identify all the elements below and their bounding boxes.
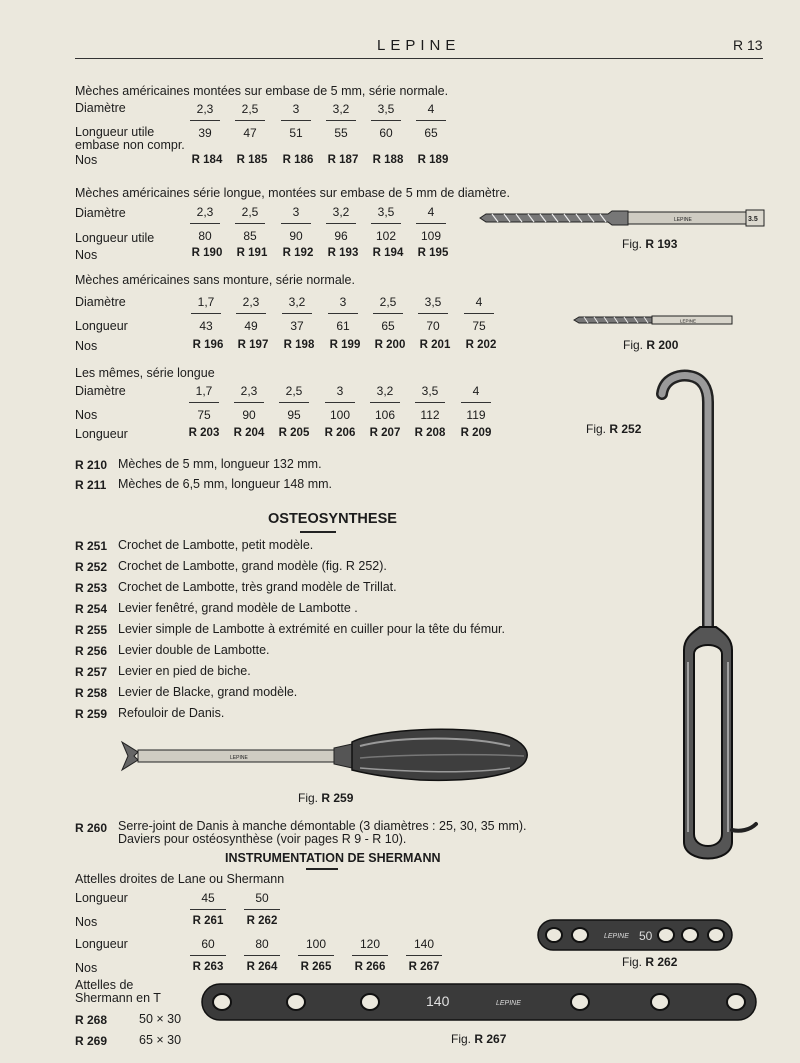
block3-length-label: Longueur <box>75 319 128 333</box>
osteo-item-ref: R 256 <box>75 644 108 658</box>
b2-len-cell: 109 <box>420 229 442 243</box>
block4-nos-label: Nos <box>75 408 98 422</box>
b1-dia-cell: 2,3 <box>196 102 214 116</box>
b3-underline <box>328 313 358 314</box>
b3-len-cell: 75 <box>472 319 486 333</box>
b1-ref-cell: R 187 <box>327 154 359 166</box>
fig-prefix: Fig. <box>622 955 643 969</box>
r259-brand-mark: LEPINE <box>230 755 248 761</box>
block1-diameter-label: Diamètre <box>75 101 126 115</box>
s1-len-cell: 50 <box>255 891 269 905</box>
t-splint-title-1: Attelles de <box>75 978 134 992</box>
drill-r200-brand-mark: LEPINE <box>680 318 697 324</box>
b1-dia-cell: 3,5 <box>377 102 395 116</box>
b4-dia-cell: 3 <box>336 384 344 398</box>
b4-nos-cell: 95 <box>287 408 301 422</box>
b2-underline <box>326 223 356 224</box>
b4-underline <box>461 402 491 403</box>
b4-dia-cell: 3,5 <box>421 384 439 398</box>
sherman-subtitle: Attelles droites de Lane ou Shermann <box>75 872 285 886</box>
b1-len-cell: 47 <box>243 126 257 140</box>
s2-len-cell: 60 <box>201 937 215 951</box>
b3-ref-cell: R 202 <box>465 339 497 351</box>
b4-ref-cell: R 207 <box>369 427 401 439</box>
b2-dia-cell: 3,2 <box>332 205 350 219</box>
s2-ref-cell: R 263 <box>192 961 224 973</box>
b4-underline <box>279 402 309 403</box>
plate-r267-size-mark: 140 <box>426 993 450 1009</box>
sherman-length-label: Longueur <box>75 891 128 905</box>
b2-underline <box>235 223 265 224</box>
fig-r262-caption <box>622 955 677 969</box>
drill-r200-illustration <box>572 313 737 327</box>
b2-dia-cell: 3,5 <box>377 205 395 219</box>
fig-prefix: Fig. <box>298 791 319 805</box>
b3-len-cell: 37 <box>290 319 304 333</box>
b3-dia-cell: 3,2 <box>288 295 306 309</box>
b4-nos-cell: 119 <box>466 408 486 422</box>
s2-len-cell: 120 <box>359 937 381 951</box>
sherman-nos-label-2: Nos <box>75 961 98 975</box>
plate-r262-size-mark: 50 <box>639 929 653 943</box>
block4-diameter-label: Diamètre <box>75 384 126 398</box>
s1-len-cell: 45 <box>201 891 215 905</box>
drill-r193-illustration <box>478 206 768 230</box>
osteo-item-ref: R 257 <box>75 665 108 679</box>
item-text: Mèches de 6,5 mm, longueur 148 mm. <box>118 477 332 491</box>
b4-nos-cell: 90 <box>242 408 256 422</box>
b4-ref-cell: R 203 <box>188 427 220 439</box>
b4-nos-cell: 112 <box>420 408 440 422</box>
fig-prefix: Fig. <box>586 422 607 436</box>
item-text: Mèches de 5 mm, longueur 132 mm. <box>118 457 322 471</box>
item-ref: R 210 <box>75 458 108 472</box>
b3-len-cell: 49 <box>244 319 258 333</box>
b3-dia-cell: 3,5 <box>424 295 442 309</box>
s2-underline <box>298 955 334 956</box>
fig-ref: R 193 <box>645 237 678 251</box>
s2-underline <box>352 955 388 956</box>
b2-ref-cell: R 192 <box>282 247 314 259</box>
block2-nos-label: Nos <box>75 248 98 262</box>
b4-dia-cell: 3,2 <box>376 384 394 398</box>
s1-ref-cell: R 261 <box>192 915 224 927</box>
b3-underline <box>418 313 448 314</box>
b3-dia-cell: 4 <box>475 295 483 309</box>
block1-length-label: Longueur utile <box>75 125 155 139</box>
b1-len-cell: 60 <box>379 126 393 140</box>
b3-dia-cell: 2,5 <box>379 295 397 309</box>
b2-len-cell: 85 <box>243 229 257 243</box>
b1-ref-cell: R 185 <box>236 154 268 166</box>
b1-underline <box>416 120 446 121</box>
b2-ref-cell: R 195 <box>417 247 449 259</box>
b4-ref-cell: R 206 <box>324 427 356 439</box>
b1-dia-cell: 4 <box>427 102 435 116</box>
osteo-item-text: Levier de Blacke, grand modèle. <box>118 685 298 699</box>
page-header-title: LEPINE <box>377 37 461 54</box>
fig-r193-caption <box>622 237 677 251</box>
osteo-title-underline <box>300 531 336 533</box>
fig-prefix: Fig. <box>622 237 643 251</box>
fig-r259-caption <box>298 791 353 805</box>
b1-dia-cell: 3,2 <box>332 102 350 116</box>
s2-ref-cell: R 267 <box>408 961 440 973</box>
osteo-item-ref: R 254 <box>75 602 108 616</box>
block2-diameter-label: Diamètre <box>75 206 126 220</box>
b4-underline <box>234 402 264 403</box>
b2-dia-cell: 2,5 <box>241 205 259 219</box>
t-splint-ref: R 268 <box>75 1013 108 1027</box>
t-splint-size: 65 × 30 <box>139 1033 182 1047</box>
b2-ref-cell: R 190 <box>191 247 223 259</box>
b3-underline <box>191 313 221 314</box>
b3-dia-cell: 1,7 <box>197 295 215 309</box>
b2-underline <box>371 223 401 224</box>
b1-len-cell: 39 <box>198 126 212 140</box>
b2-ref-cell: R 191 <box>236 247 268 259</box>
b2-dia-cell: 3 <box>292 205 300 219</box>
osteo-item-text: Levier double de Lambotte. <box>118 643 270 657</box>
drill-r193-brand-mark: LEPINE <box>674 217 692 223</box>
fig-r252-caption <box>586 422 641 436</box>
b1-ref-cell: R 186 <box>282 154 314 166</box>
b1-underline <box>371 120 401 121</box>
b3-underline <box>373 313 403 314</box>
osteo-item-text: Refouloir de Danis. <box>118 706 225 720</box>
s2-underline <box>244 955 280 956</box>
b2-underline <box>190 223 220 224</box>
b1-underline <box>235 120 265 121</box>
b3-len-cell: 65 <box>381 319 395 333</box>
osteo-item-text: Crochet de Lambotte, grand modèle (fig. R 252). <box>118 559 387 573</box>
b3-dia-cell: 3 <box>339 295 347 309</box>
b1-ref-cell: R 188 <box>372 154 404 166</box>
sherman-nos-label: Nos <box>75 915 98 929</box>
fig-prefix: Fig. <box>451 1032 472 1046</box>
osteo-item-ref: R 251 <box>75 539 108 553</box>
b4-underline <box>370 402 400 403</box>
block4-length-label: Longueur <box>75 427 128 441</box>
sherman-title-underline <box>306 868 338 870</box>
plate-r262-brand-mark: LEPINE <box>604 933 629 940</box>
osteo-item-text: Levier en pied de biche. <box>118 664 251 678</box>
s1-ref-cell: R 262 <box>246 915 278 927</box>
s2-ref-cell: R 266 <box>354 961 386 973</box>
sherman-length-label-2: Longueur <box>75 937 128 951</box>
block2-length-label: Longueur utile <box>75 231 155 245</box>
b1-ref-cell: R 189 <box>417 154 449 166</box>
b1-ref-cell: R 184 <box>191 154 223 166</box>
s1-underline <box>244 909 280 910</box>
s2-len-cell: 80 <box>255 937 269 951</box>
fig-ref: R 267 <box>474 1032 507 1046</box>
block4-title: Les mêmes, série longue <box>75 366 215 380</box>
b1-underline <box>190 120 220 121</box>
item-ref: R 211 <box>75 478 107 492</box>
b2-len-cell: 80 <box>198 229 212 243</box>
osteo-item-ref: R 252 <box>75 560 108 574</box>
s2-ref-cell: R 265 <box>300 961 332 973</box>
b3-dia-cell: 2,3 <box>242 295 260 309</box>
b2-len-cell: 102 <box>375 229 397 243</box>
osteo-item-ref: R 259 <box>75 707 108 721</box>
b2-ref-cell: R 194 <box>372 247 404 259</box>
b4-dia-cell: 2,5 <box>285 384 303 398</box>
osteo-item-ref: R 255 <box>75 623 108 637</box>
b4-nos-cell: 100 <box>329 408 351 422</box>
b1-len-cell: 65 <box>424 126 438 140</box>
s2-len-cell: 140 <box>413 937 435 951</box>
b2-len-cell: 90 <box>289 229 303 243</box>
b3-underline <box>464 313 494 314</box>
r260-ref: R 260 <box>75 821 108 835</box>
s2-ref-cell: R 264 <box>246 961 278 973</box>
b2-ref-cell: R 193 <box>327 247 359 259</box>
b4-ref-cell: R 205 <box>278 427 310 439</box>
b2-dia-cell: 4 <box>427 205 435 219</box>
b2-underline <box>416 223 446 224</box>
fig-r267-caption <box>451 1032 506 1046</box>
s2-len-cell: 100 <box>305 937 327 951</box>
fig-ref: R 262 <box>645 955 678 969</box>
b4-dia-cell: 2,3 <box>240 384 258 398</box>
b4-underline <box>189 402 219 403</box>
b3-ref-cell: R 201 <box>419 339 451 351</box>
drill-r193-size-mark: 3.5 <box>748 216 758 223</box>
block1-length-label2: embase non compr. <box>75 138 185 152</box>
b4-dia-cell: 4 <box>472 384 480 398</box>
b3-underline <box>236 313 266 314</box>
osteo-item-text: Crochet de Lambotte, très grand modèle de Trillat. <box>118 580 397 594</box>
b4-dia-cell: 1,7 <box>195 384 213 398</box>
osteo-item-text: Levier fenêtré, grand modèle de Lambotte . <box>118 601 358 615</box>
danis-refouloir-r259-illustration <box>120 724 530 788</box>
b1-underline <box>326 120 356 121</box>
b4-ref-cell: R 208 <box>414 427 446 439</box>
block3-title: Mèches américaines sans monture, série normale. <box>75 273 355 287</box>
s2-underline <box>406 955 442 956</box>
lambotte-hook-r252-illustration <box>650 372 770 872</box>
s1-underline <box>190 909 226 910</box>
b3-ref-cell: R 197 <box>237 339 269 351</box>
b3-ref-cell: R 196 <box>192 339 224 351</box>
plate-r262-illustration <box>536 916 736 956</box>
block2-title: Mèches américaines série longue, montées sur embase de 5 mm de diamètre. <box>75 186 510 200</box>
t-splint-size: 50 × 30 <box>139 1012 182 1026</box>
b1-dia-cell: 2,5 <box>241 102 259 116</box>
r260-text: Serre-joint de Danis à manche démontable (3 diamètres : 25, 30, 35 mm). <box>118 819 527 833</box>
t-splint-ref: R 269 <box>75 1034 108 1048</box>
t-splint-title-2: Shermann en T <box>75 991 161 1005</box>
osteo-item-text: Levier simple de Lambotte à extrémité en cuiller pour la tête du fémur. <box>118 622 506 636</box>
b3-ref-cell: R 199 <box>329 339 361 351</box>
s2-underline <box>190 955 226 956</box>
fig-ref: R 252 <box>609 422 642 436</box>
b3-underline <box>282 313 312 314</box>
header-rule <box>75 58 763 59</box>
b4-nos-cell: 75 <box>197 408 211 422</box>
block3-diameter-label: Diamètre <box>75 295 126 309</box>
b4-ref-cell: R 204 <box>233 427 265 439</box>
osteo-section-title: OSTEOSYNTHESE <box>268 511 397 527</box>
b1-underline <box>281 120 311 121</box>
osteo-item-text: Crochet de Lambotte, petit modèle. <box>118 538 314 552</box>
b4-underline <box>325 402 355 403</box>
fig-r200-caption <box>623 338 678 352</box>
b3-ref-cell: R 200 <box>374 339 406 351</box>
b3-len-cell: 61 <box>336 319 350 333</box>
b4-ref-cell: R 209 <box>460 427 492 439</box>
b4-nos-cell: 106 <box>374 408 396 422</box>
b4-underline <box>415 402 445 403</box>
sherman-section-title: INSTRUMENTATION DE SHERMANN <box>225 851 441 865</box>
block1-title: Mèches américaines montées sur embase de 5 mm, série normale. <box>75 84 449 98</box>
b1-len-cell: 55 <box>334 126 348 140</box>
r260-text2: Daviers pour ostéosynthèse (voir pages R 9 - R 10). <box>118 832 407 846</box>
osteo-item-ref: R 258 <box>75 686 108 700</box>
b1-len-cell: 51 <box>289 126 303 140</box>
fig-prefix: Fig. <box>623 338 644 352</box>
b3-len-cell: 43 <box>199 319 213 333</box>
plate-r267-illustration <box>200 980 760 1024</box>
fig-ref: R 200 <box>646 338 679 352</box>
block1-nos-label: Nos <box>75 153 98 167</box>
plate-r267-brand-mark: LEPINE <box>496 1000 521 1007</box>
b2-dia-cell: 2,3 <box>196 205 214 219</box>
b3-ref-cell: R 198 <box>283 339 315 351</box>
b1-dia-cell: 3 <box>292 102 300 116</box>
fig-ref: R 259 <box>321 791 354 805</box>
b3-len-cell: 70 <box>426 319 440 333</box>
page-number: R 13 <box>733 37 763 53</box>
block3-nos-label: Nos <box>75 339 98 353</box>
b2-underline <box>281 223 311 224</box>
osteo-item-ref: R 253 <box>75 581 108 595</box>
b2-len-cell: 96 <box>334 229 348 243</box>
